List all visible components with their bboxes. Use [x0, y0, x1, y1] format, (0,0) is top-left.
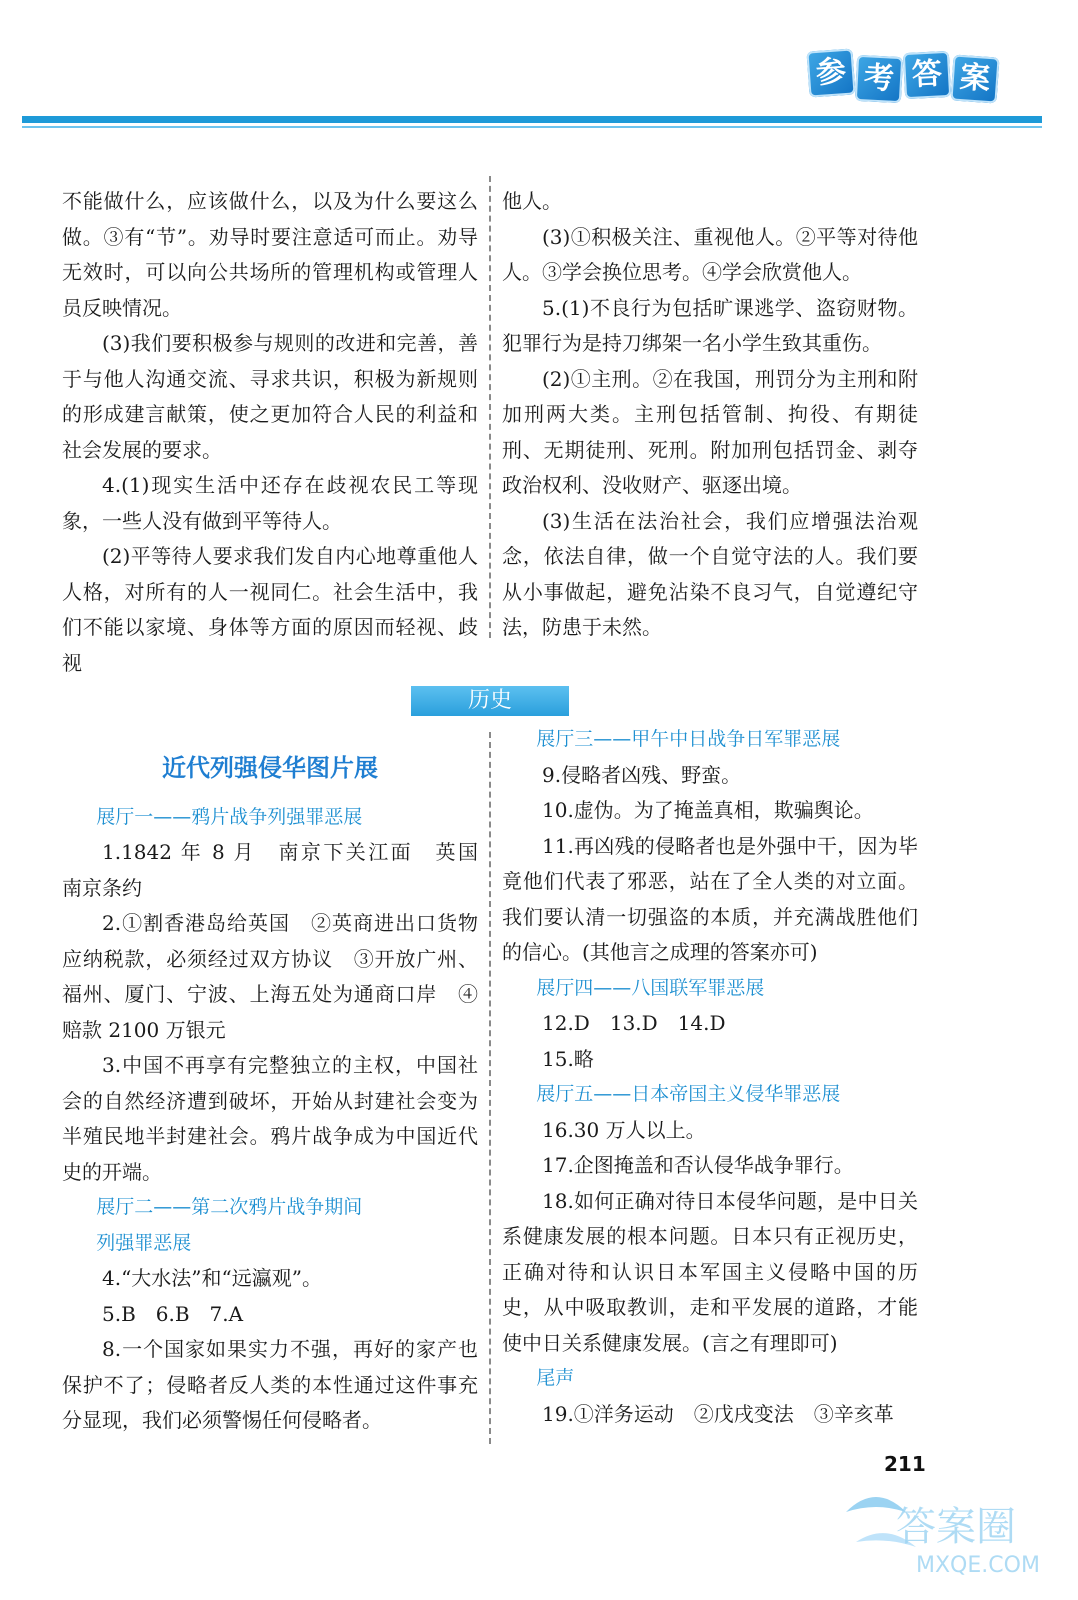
header-rule-thin	[22, 126, 1042, 128]
column-divider	[489, 176, 491, 638]
paragraph: 不能做什么，应该做什么，以及为什么要这么做。③有“节”。劝导时要注意适可而止。劝导无效时，可以向公共场所的管理机构或管理人员反映情况。	[62, 189, 478, 320]
answer-paragraph: 11.再凶残的侵略者也是外强中干，因为毕竟他们代表了邪恶，站在了全人类的对立面。我们要认清一切强盗的本质，并充满战胜他们的信心。(其他言之成理的答案亦可)	[502, 833, 918, 964]
answer-paragraph: 2.①割香港岛给英国 ②英商进出口货物应纳税款，必须经过双方协议 ③开放广州、福州、厦门、宁波、上海五处为通商口岸 ④赔款 2100 万银元	[62, 911, 478, 1042]
watermark-text: 答案圈	[896, 1504, 1016, 1550]
top-left-column	[62, 184, 478, 681]
exhibit-heading: 列强罪恶展	[96, 1231, 192, 1254]
paragraph: 4.(1)现实生活中还存在歧视农民工等现象，一些人没有做到平等待人。	[62, 473, 478, 533]
answer-paragraph: 18.如何正确对待日本侵华问题，是中日关系健康发展的根本问题。日本只有正视历史，正确对待和认识日本军国主义侵略中国的历史，从中吸取教训，走和平发展的道路，才能使中日关系健康发展。(言之有理即可)	[502, 1188, 918, 1355]
exhibit-heading: 展厅四——八国联军罪恶展	[536, 976, 765, 999]
watermark-url: MXQE.COM	[916, 1553, 1040, 1578]
exhibit-heading: 展厅五——日本帝国主义侵华罪恶展	[536, 1083, 841, 1105]
column-divider	[489, 732, 491, 1444]
paragraph: (3)生活在法治社会，我们应增强法治观念，依法自律，做一个自觉守法的人。我们要从小事做起，避免沾染不良习气，自觉遵纪守法，防患于未然。	[502, 508, 918, 639]
exhibit-heading: 展厅三——甲午中日战争日军罪恶展	[536, 728, 841, 750]
history-left-content	[62, 800, 498, 1439]
paragraph: (3)我们要积极参与规则的改进和完善，善于与他人沟通交流、寻求共识，积极为新规则的形成建言献策，使之更加符合人民的利益和社会发展的要求。	[62, 331, 478, 462]
answer-paragraph: 10.虚伪。为了掩盖真相，欺骗舆论。	[542, 798, 874, 822]
answer-paragraph: 1.1842 年 8 月 南京下关江面 英国 南京条约	[62, 840, 498, 900]
exhibit-heading: 尾声	[536, 1367, 575, 1389]
paragraph: (2)平等待人要求我们发自内心地尊重他人人格，对所有的人一视同仁。社会生活中，我们不能以家境、身体等方面的原因而轻视、歧视	[62, 544, 478, 675]
exhibit-heading: 展厅二——第二次鸦片战争期间	[96, 1196, 363, 1218]
header-rule	[22, 116, 1042, 123]
answer-paragraph: 17.企图掩盖和否认侵华战争罪行。	[542, 1153, 854, 1177]
answer-paragraph: 16.30 万人以上。	[542, 1117, 706, 1142]
answer-paragraph: 5.B 6.B 7.A	[102, 1301, 244, 1326]
history-right-column	[502, 722, 918, 1432]
answer-paragraph: 3.中国不再享有完整独立的主权，中国社会的自然经济遭到破坏，开始从封建社会变为半殖民地半封建社会。鸦片战争成为中国近代史的开端。	[62, 1053, 478, 1184]
header-tile: 考	[855, 55, 903, 103]
answer-paragraph: 8.一个国家如果实力不强，再好的家产也保护不了；侵略者反人类的本性通过这件事充分显现，我们必须警惕任何侵略者。	[62, 1337, 478, 1432]
paragraph: 5.(1)不良行为包括旷课逃学、盗窃财物。犯罪行为是持刀绑架一名小学生致其重伤。	[502, 295, 918, 355]
header-tile: 答	[903, 51, 951, 99]
section-banner: 历史	[411, 686, 569, 716]
watermark-logo	[836, 1472, 1056, 1582]
paragraph: (3)①积极关注、重视他人。②平等对待他人。③学会换位思考。④学会欣赏他人。	[502, 224, 918, 284]
answer-paragraph: 4.“大水法”和“远瀛观”。	[102, 1266, 322, 1290]
header-tile: 参	[806, 48, 855, 97]
exhibit-heading: 展厅一——鸦片战争列强罪恶展	[96, 805, 363, 828]
paragraph: 他人。	[502, 189, 562, 213]
top-right-column	[502, 184, 918, 646]
answer-paragraph: 12.D 13.D 14.D	[542, 1011, 726, 1035]
section-title: 近代列强侵华图片展	[162, 753, 378, 782]
header-tile: 案	[950, 54, 999, 103]
answer-paragraph: 15.略	[542, 1046, 594, 1071]
history-left-column	[62, 740, 498, 1439]
answer-paragraph: 19.①洋务运动 ②戊戌变法 ③辛亥革	[542, 1401, 894, 1426]
paragraph: (2)①主刑。②在我国，刑罚分为主刑和附加刑两大类。主刑包括管制、拘役、有期徒刑、无期徒刑、死刑。附加刑包括罚金、剥夺政治权利、没收财产、驱逐出境。	[502, 366, 918, 497]
history-right-content	[502, 722, 918, 1432]
header-title	[808, 50, 1000, 102]
page-number: 211	[884, 1452, 926, 1476]
answer-paragraph: 9.侵略者凶残、野蛮。	[542, 762, 742, 787]
